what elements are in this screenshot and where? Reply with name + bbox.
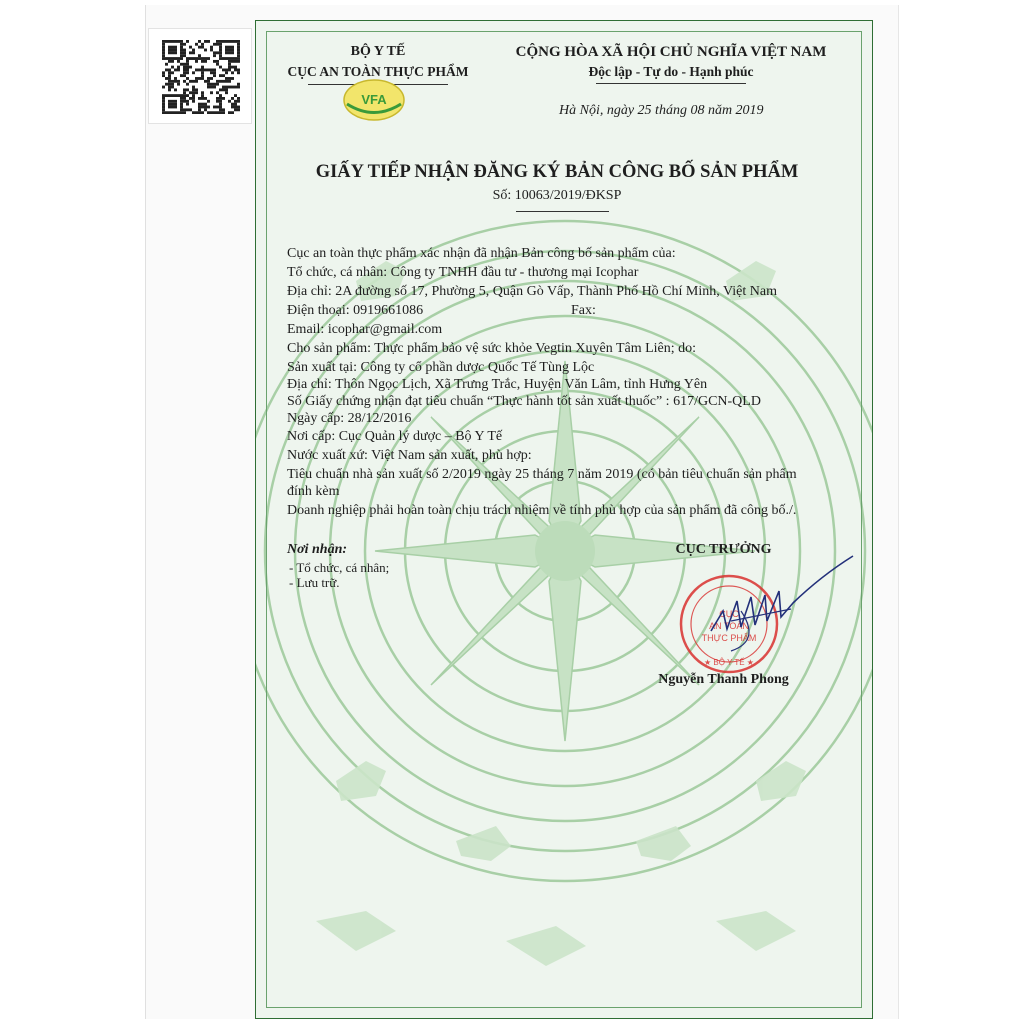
svg-text:THỰC PHẨM: THỰC PHẨM (701, 633, 757, 643)
recipients-heading: Nơi nhận: (287, 542, 348, 557)
body-line: Điện thoại: 0919661086 (287, 303, 424, 318)
body-line: Sản xuất tại: Công ty cổ phần dược Quốc Tế Tùng Lộc (287, 360, 595, 375)
body-line: Cho sản phẩm: Thực phẩm bảo vệ sức khỏe Vegtin Xuyên Tâm Liên; do: (287, 341, 697, 356)
fax-label: Fax: (571, 303, 596, 318)
signer-position: CỤC TRƯỞNG (675, 542, 772, 557)
body-line: đính kèm (287, 484, 340, 499)
ministry-name: BỘ Y TẾ (350, 44, 406, 59)
svg-text:CỤC: CỤC (719, 609, 739, 619)
body-line: Cục an toàn thực phẩm xác nhận đã nhận Bản công bố sản phẩm của: (287, 246, 676, 261)
country-name: CỘNG HÒA XÃ HỘI CHỦ NGHĨA VIỆT NAM (515, 44, 827, 60)
svg-text:★ BỘ Y TẾ ★: ★ BỘ Y TẾ ★ (704, 658, 754, 667)
certificate-page (255, 20, 873, 1019)
qr-code-thumbnail[interactable] (148, 28, 252, 124)
title-rule (516, 211, 609, 212)
logo-text: VFA (361, 92, 387, 107)
body-line: Địa chỉ: 2A đường số 17, Phường 5, Quận Gò Vấp, Thành Phố Hồ Chí Minh, Việt Nam (287, 284, 777, 299)
body-line: Tổ chức, cá nhân: Công ty TNHH đầu tư - thương mại Icophar (287, 265, 639, 280)
vfa-logo-icon (341, 77, 407, 123)
national-motto: Độc lập - Tự do - Hạnh phúc (588, 64, 754, 79)
body-line: Nơi cấp: Cục Quản lý dược – Bộ Y Tế (287, 429, 503, 444)
signer-name: Nguyễn Thanh Phong (658, 672, 789, 687)
body-line: Nước xuất xứ: Việt Nam sản xuất, phù hợp: (287, 448, 532, 463)
recipient-item: - Lưu trữ. (289, 575, 340, 590)
qr-code-icon (162, 40, 240, 114)
agency-name: CỤC AN TOÀN THỰC PHẨM (287, 64, 469, 79)
svg-text:AN TOÀN: AN TOÀN (709, 621, 749, 631)
header-right-rule (596, 83, 746, 84)
body-line: Email: icophar@gmail.com (287, 322, 443, 337)
body-line: Ngày cấp: 28/12/2016 (287, 411, 412, 426)
document-title: GIẤY TIẾP NHẬN ĐĂNG KÝ BẢN CÔNG BỐ SẢN PHẨM (315, 162, 799, 182)
body-line: Doanh nghiệp phải hoàn toàn chịu trách nhiệm về tính phù hợp của sản phẩm đã công bố./. (287, 503, 797, 518)
body-line: Địa chỉ: Thôn Ngọc Lịch, Xã Trưng Trắc, Huyện Văn Lâm, tỉnh Hưng Yên (287, 377, 708, 392)
document-number: Số: 10063/2019/ĐKSP (492, 188, 622, 203)
issue-date: Hà Nội, ngày 25 tháng 08 năm 2019 (559, 103, 764, 118)
recipient-item: - Tổ chức, cá nhân; (289, 560, 390, 575)
body-line: Tiêu chuẩn nhà sản xuất số 2/2019 ngày 25 tháng 7 năm 2019 (có bản tiêu chuẩn sản phẩm (287, 467, 797, 482)
body-line: Số Giấy chứng nhận đạt tiêu chuẩn “Thực hành tốt sản xuất thuốc” : 617/GCN-QLD (287, 394, 761, 409)
signature-scribble (701, 551, 861, 661)
